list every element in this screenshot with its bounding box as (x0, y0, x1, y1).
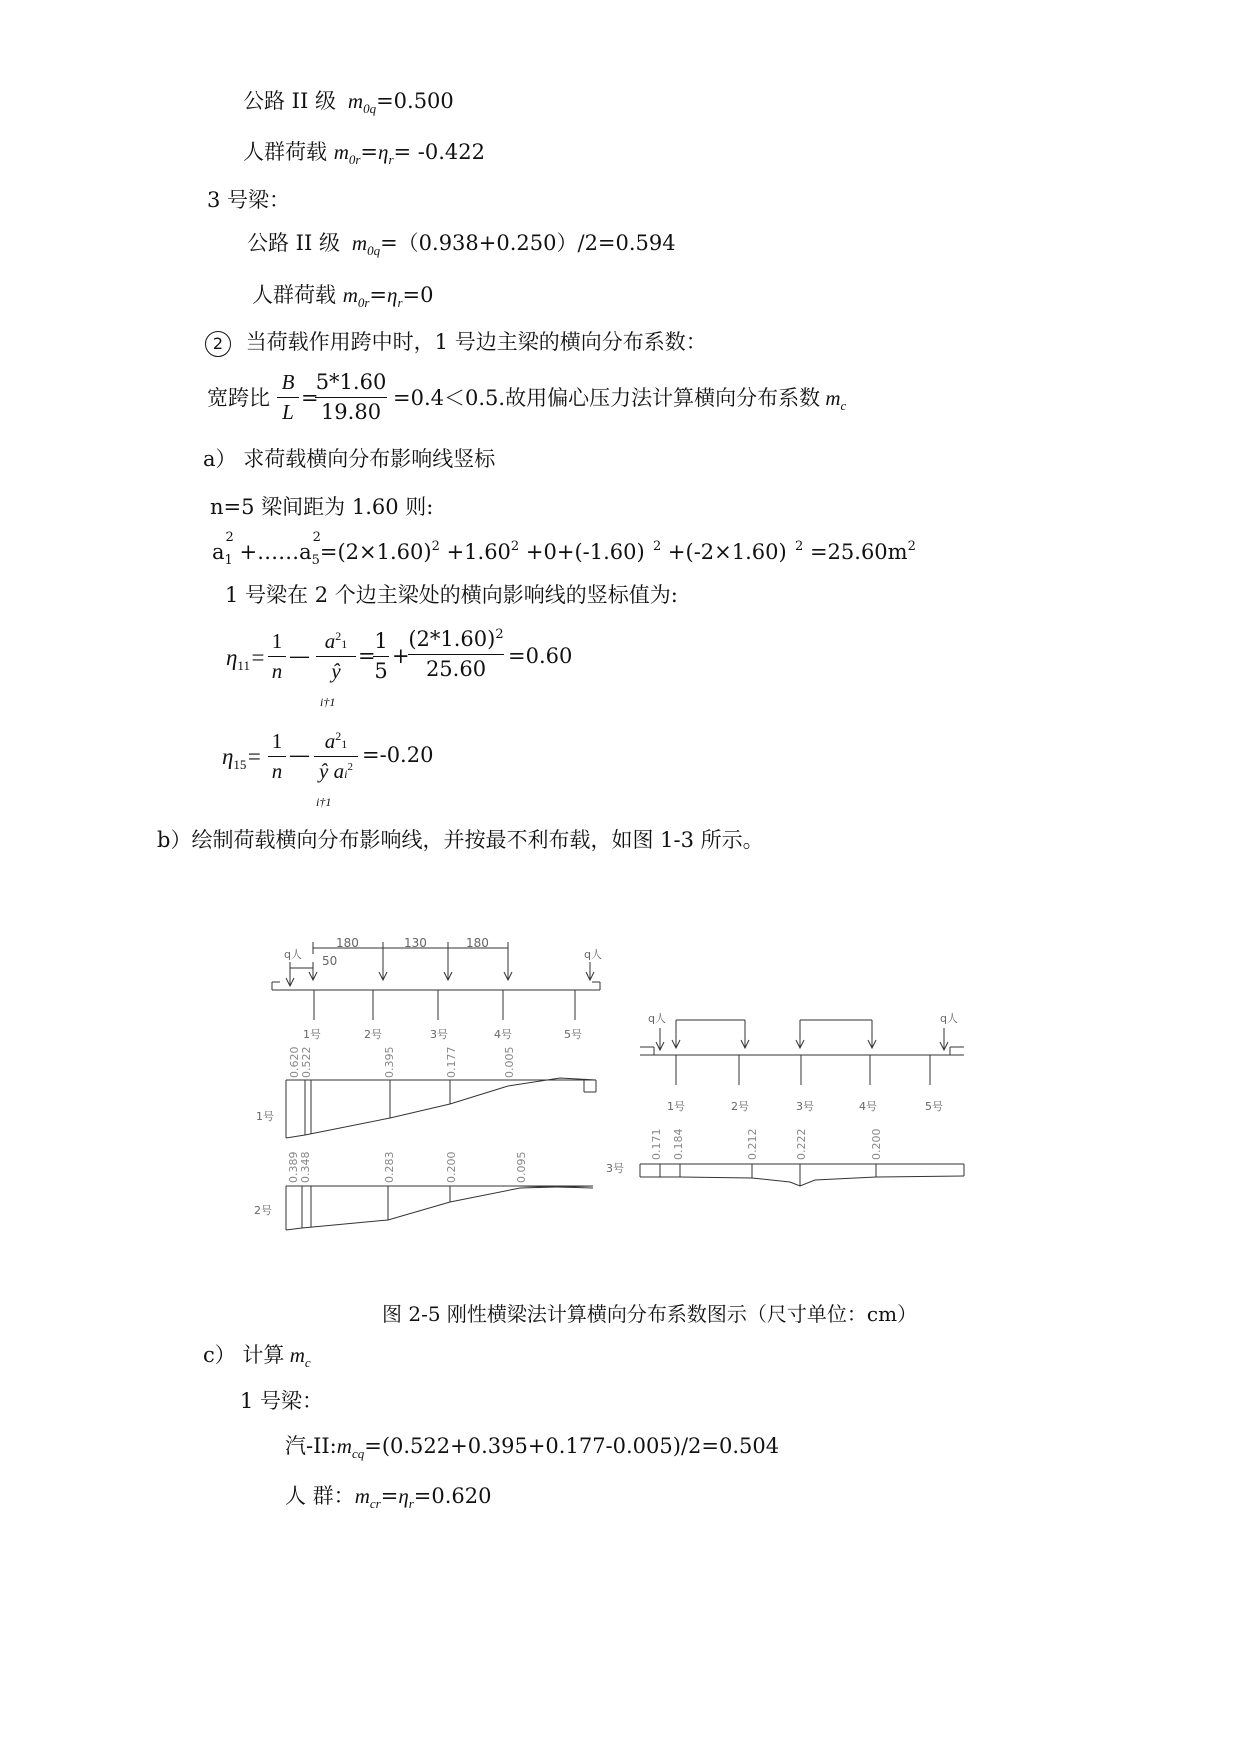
numerator: 5*1.60 (315, 370, 387, 394)
numerator: (2*1.60) (408, 627, 496, 651)
beam-label: 3号 (430, 1028, 448, 1041)
ordinate-value: 0.171 (650, 1128, 663, 1160)
term: =25.60m (809, 540, 908, 564)
ordinate-value: 0.005 (503, 1046, 516, 1078)
sum-index: i†1 (316, 795, 332, 809)
ordinate-value: 0.200 (870, 1128, 883, 1160)
ordinate-value: 0.200 (445, 1151, 458, 1183)
beam-label: 2号 (364, 1028, 382, 1041)
text: c） 计算 (203, 1343, 285, 1367)
fraction-a1-over-sum-2: $a^21$ ŷ $ai^2$ (314, 730, 358, 782)
crowd-load-label: q人 (648, 1012, 666, 1025)
term: +1.60 (446, 540, 511, 564)
right-load-arrangement (640, 1020, 964, 1085)
beam-label: 4号 (859, 1100, 877, 1113)
figure-caption: 图 2-5 刚性横梁法计算横向分布系数图示（尺寸单位：cm） (382, 1302, 918, 1326)
dim-label: 180 (466, 936, 489, 950)
beam1-heading: 1 号梁： (240, 1389, 324, 1413)
value: =0 (402, 283, 434, 307)
crowd-load-coefficient: 人 群：$m_{cr}=\eta_r=0.620$ (285, 1484, 492, 1511)
vehicle-load-coefficient: 汽$-II:m_{cq}=(0.522+0.395+0.177-0.005)/2=0.504$ (285, 1434, 780, 1461)
ordinate-value: 0.620 (288, 1046, 301, 1078)
ordinate-value: 0.389 (287, 1151, 300, 1183)
influence-line-label: 1号 (256, 1110, 274, 1123)
value: =(0.522+0.395+0.177-0.005)/2=0.504 (364, 1434, 780, 1458)
step-c-heading: c） 计算 $m_c$ (203, 1343, 311, 1370)
influence-line-label: 3号 (606, 1162, 624, 1175)
line-crowd-load-beam3: 人群荷载 $m_{0r}=\eta_r=0$ (252, 283, 434, 310)
text: 人群荷载 (243, 140, 327, 164)
crowd-load-label: q人 (584, 948, 602, 961)
crowd-load-label: q人 (284, 948, 302, 961)
influence-line-intro: 1 号梁在 2 个边主梁处的横向影响线的竖标值为: (225, 583, 678, 607)
text: 公路 II 级 (243, 89, 336, 113)
dim-label: 130 (404, 936, 427, 950)
value: =0.620 (413, 1484, 492, 1508)
width-span-ratio-label: 宽跨比 (207, 386, 270, 410)
section-2-heading (205, 331, 707, 357)
eta15-symbol: $\eta_{15}=$ (222, 744, 262, 772)
value: =0.500 (376, 89, 454, 113)
ordinate-value: 0.095 (515, 1151, 528, 1183)
text: 人群荷载 (252, 283, 336, 307)
ordinate-value: 0.212 (746, 1128, 759, 1160)
ordinate-value: 0.522 (300, 1046, 313, 1078)
ordinate-value: 0.184 (672, 1128, 685, 1160)
influence-line-beam1 (286, 1078, 596, 1138)
text: =0.4＜0.5.故用偏心压力法计算横向分布系数 (393, 386, 821, 410)
fraction-ratio (315, 372, 387, 423)
value: =（0.938+0.250）/2=0.594 (380, 231, 676, 255)
line-crowd-load-edge: 人群荷载 $m_{0r}=\eta_r= -0.422$ (243, 140, 486, 167)
term: =(2×1.60) (319, 540, 432, 564)
beam-label: 2号 (731, 1100, 749, 1113)
sum-index: i†1 (320, 695, 336, 709)
eta11-symbol: $\eta_{11}=$ (226, 645, 266, 673)
ordinate-value: 0.222 (795, 1128, 808, 1160)
dim-label: 180 (336, 936, 359, 950)
ordinate-value: 0.395 (383, 1046, 396, 1078)
crowd-load-label: q人 (940, 1012, 958, 1025)
ratio-conclusion: =0.4＜0.5.故用偏心压力法计算横向分布系数 $m_c$ (393, 386, 847, 413)
circled-number: 2 (205, 331, 231, 357)
term: +(-2×1.60) (667, 540, 787, 564)
text: 人 群： (285, 1484, 355, 1508)
sum-of-squares: a 2 $_1$ +……a 2 $_5=(2\times 1.60)^2 +1.60^2 +0+(-1.60)$ $^2$ +(-2×1.60) $^2 =25.60m^2$ (212, 530, 916, 568)
step-a-heading: a） 求荷载横向分布影响线竖标 (203, 447, 496, 471)
line-road-class-edge: 公路 II 级 $m_{0q}=0.500$ (243, 89, 454, 116)
beam-label: 3号 (796, 1100, 814, 1113)
ordinate-value: 0.283 (383, 1151, 396, 1183)
influence-line-beam2 (286, 1186, 593, 1230)
influence-line-label: 2号 (254, 1204, 272, 1217)
beam-spacing-line: n=5 梁间距为 1.60 则: (210, 495, 434, 519)
text: 汽-II: (285, 1434, 337, 1458)
eta11-result: =0.60 (508, 644, 573, 668)
beam3-heading: 3 号梁： (207, 188, 291, 212)
beam-label: 1号 (667, 1100, 685, 1113)
term: +0+(-1.60) (525, 540, 645, 564)
dim-label: 50 (322, 954, 338, 968)
influence-line-beam3 (640, 1164, 964, 1186)
beam-label: 5号 (925, 1100, 943, 1113)
fraction-b-over-l: B L (277, 372, 299, 423)
denominator: 25.60 (425, 657, 487, 681)
denominator: 19.80 (320, 400, 382, 424)
fraction-1-over-n: 1 n (268, 631, 286, 682)
text: 公路 II 级 (247, 231, 340, 255)
beam-label: 1号 (303, 1028, 321, 1041)
ordinate-value: 0.348 (299, 1151, 312, 1183)
influence-line-figure (0, 920, 1240, 1280)
fraction-a1-over-sum: $a^21$ ŷ (316, 630, 356, 682)
eta15-result: =-0.20 (362, 743, 434, 767)
text: 当荷载作用跨中时，1 号边主梁的横向分布系数： (245, 330, 707, 354)
ordinate-value: 0.177 (445, 1046, 458, 1078)
fraction-1-over-n-2: 1 n (268, 731, 286, 782)
line-road-class-beam3: 公路 II 级 $m_{0q}=(0.938+0.250)/2=0.594$ (247, 231, 676, 258)
step-b-heading: b）绘制荷载横向分布影响线，并按最不利布载，如图 1-3 所示。 (157, 828, 764, 852)
beam-label: 4号 (494, 1028, 512, 1041)
value: = -0.422 (393, 140, 486, 164)
beam-label: 5号 (564, 1028, 582, 1041)
fraction-1-over-5: 1 5 (374, 629, 388, 683)
fraction-eta11-value: $(2*1.60)^2$ 25.60 (408, 627, 504, 681)
